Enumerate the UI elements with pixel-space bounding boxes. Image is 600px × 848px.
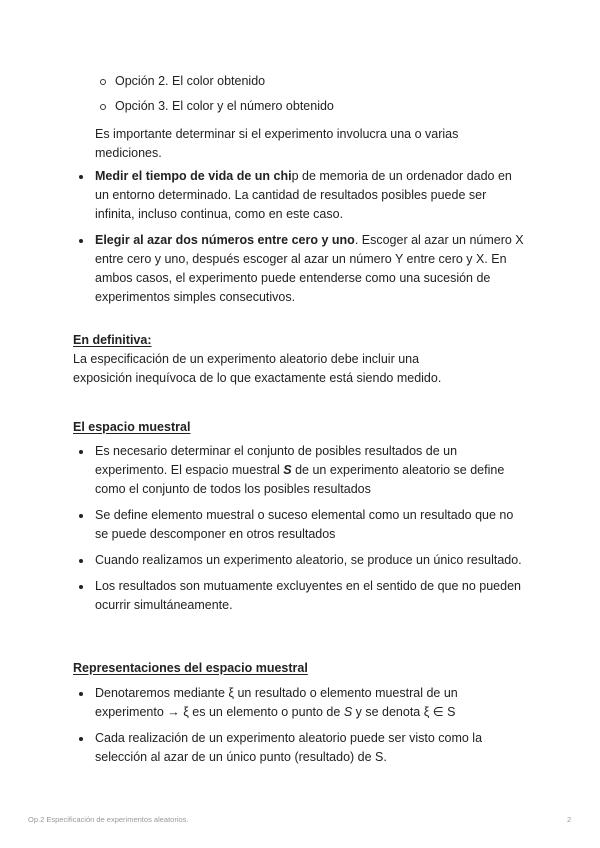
page-number: 2 [567,815,572,824]
list-item: Opción 3. El color y el número obtenido [98,97,334,116]
item-text: p de memoria de un ordenador dado en un entorno determinado. La cantidad de resultados posibles puede ser infinita, incluso continua, como en este caso. [95,169,512,221]
section-heading-representaciones: Representaciones del espacio muestral [73,661,308,675]
list-item: Cuando realizamos un experimento aleatorio, se produce un único resultado. [76,551,528,570]
symbol-s: S [343,705,353,719]
item-text: y se denota ξ ∈ S [352,705,456,719]
section-heading-espacio-muestral: El espacio muestral [73,420,191,434]
examples-list [76,167,528,314]
item-text: Denotaremos mediante ξ un resultado o elemento muestral de un experimento → ξ es un elemento o punto de [95,686,458,719]
list-item: Los resultados son mutuamente excluyentes en el sentido de que no pueden ocurrir simultáneamente. [76,577,528,615]
bold-term: Medir el tiempo de vida de un chi [95,169,292,183]
options-list [98,72,334,122]
espacio-muestral-list [76,442,528,622]
list-item: Cada realización de un experimento aleatorio puede ser visto como la selección al azar de un único punto (resultado) de S. [76,729,528,767]
list-item: Opción 2. El color obtenido [98,72,334,91]
section-heading-definitiva: En definitiva: [73,333,152,347]
item-text: de un experimento aleatorio se define como el conjunto de todos los posibles resultados [95,463,505,496]
list-item [76,167,528,224]
list-item [76,231,528,307]
footer-title: Op.2 Especificación de experimentos aleatorios. [28,815,189,824]
list-item [76,684,528,722]
symbol-s: S [283,463,292,477]
definitiva-paragraph: La especificación de un experimento aleatorio debe incluir una exposición inequívoca de lo que exactamente está siendo medido. [73,352,442,385]
item-text: . Escoger al azar un número X entre cero y uno, después escoger al azar un número Y entre cero y X. En ambos casos, el experimento puede entenderse como una sucesión de experimentos simples consecutivos. [95,233,524,304]
list-item: Se define elemento muestral o suceso elemental como un resultado que no se puede descomponer en otros resultados [76,506,528,544]
representaciones-list [76,684,528,774]
note-paragraph: Es importante determinar si el experimento involucra una o varias mediciones. [95,127,459,160]
item-text: Es necesario determinar el conjunto de posibles resultados de un experimento. El espacio muestral [95,444,458,477]
list-item [76,442,528,499]
bold-term: Elegir al azar dos números entre cero y uno [95,233,355,247]
